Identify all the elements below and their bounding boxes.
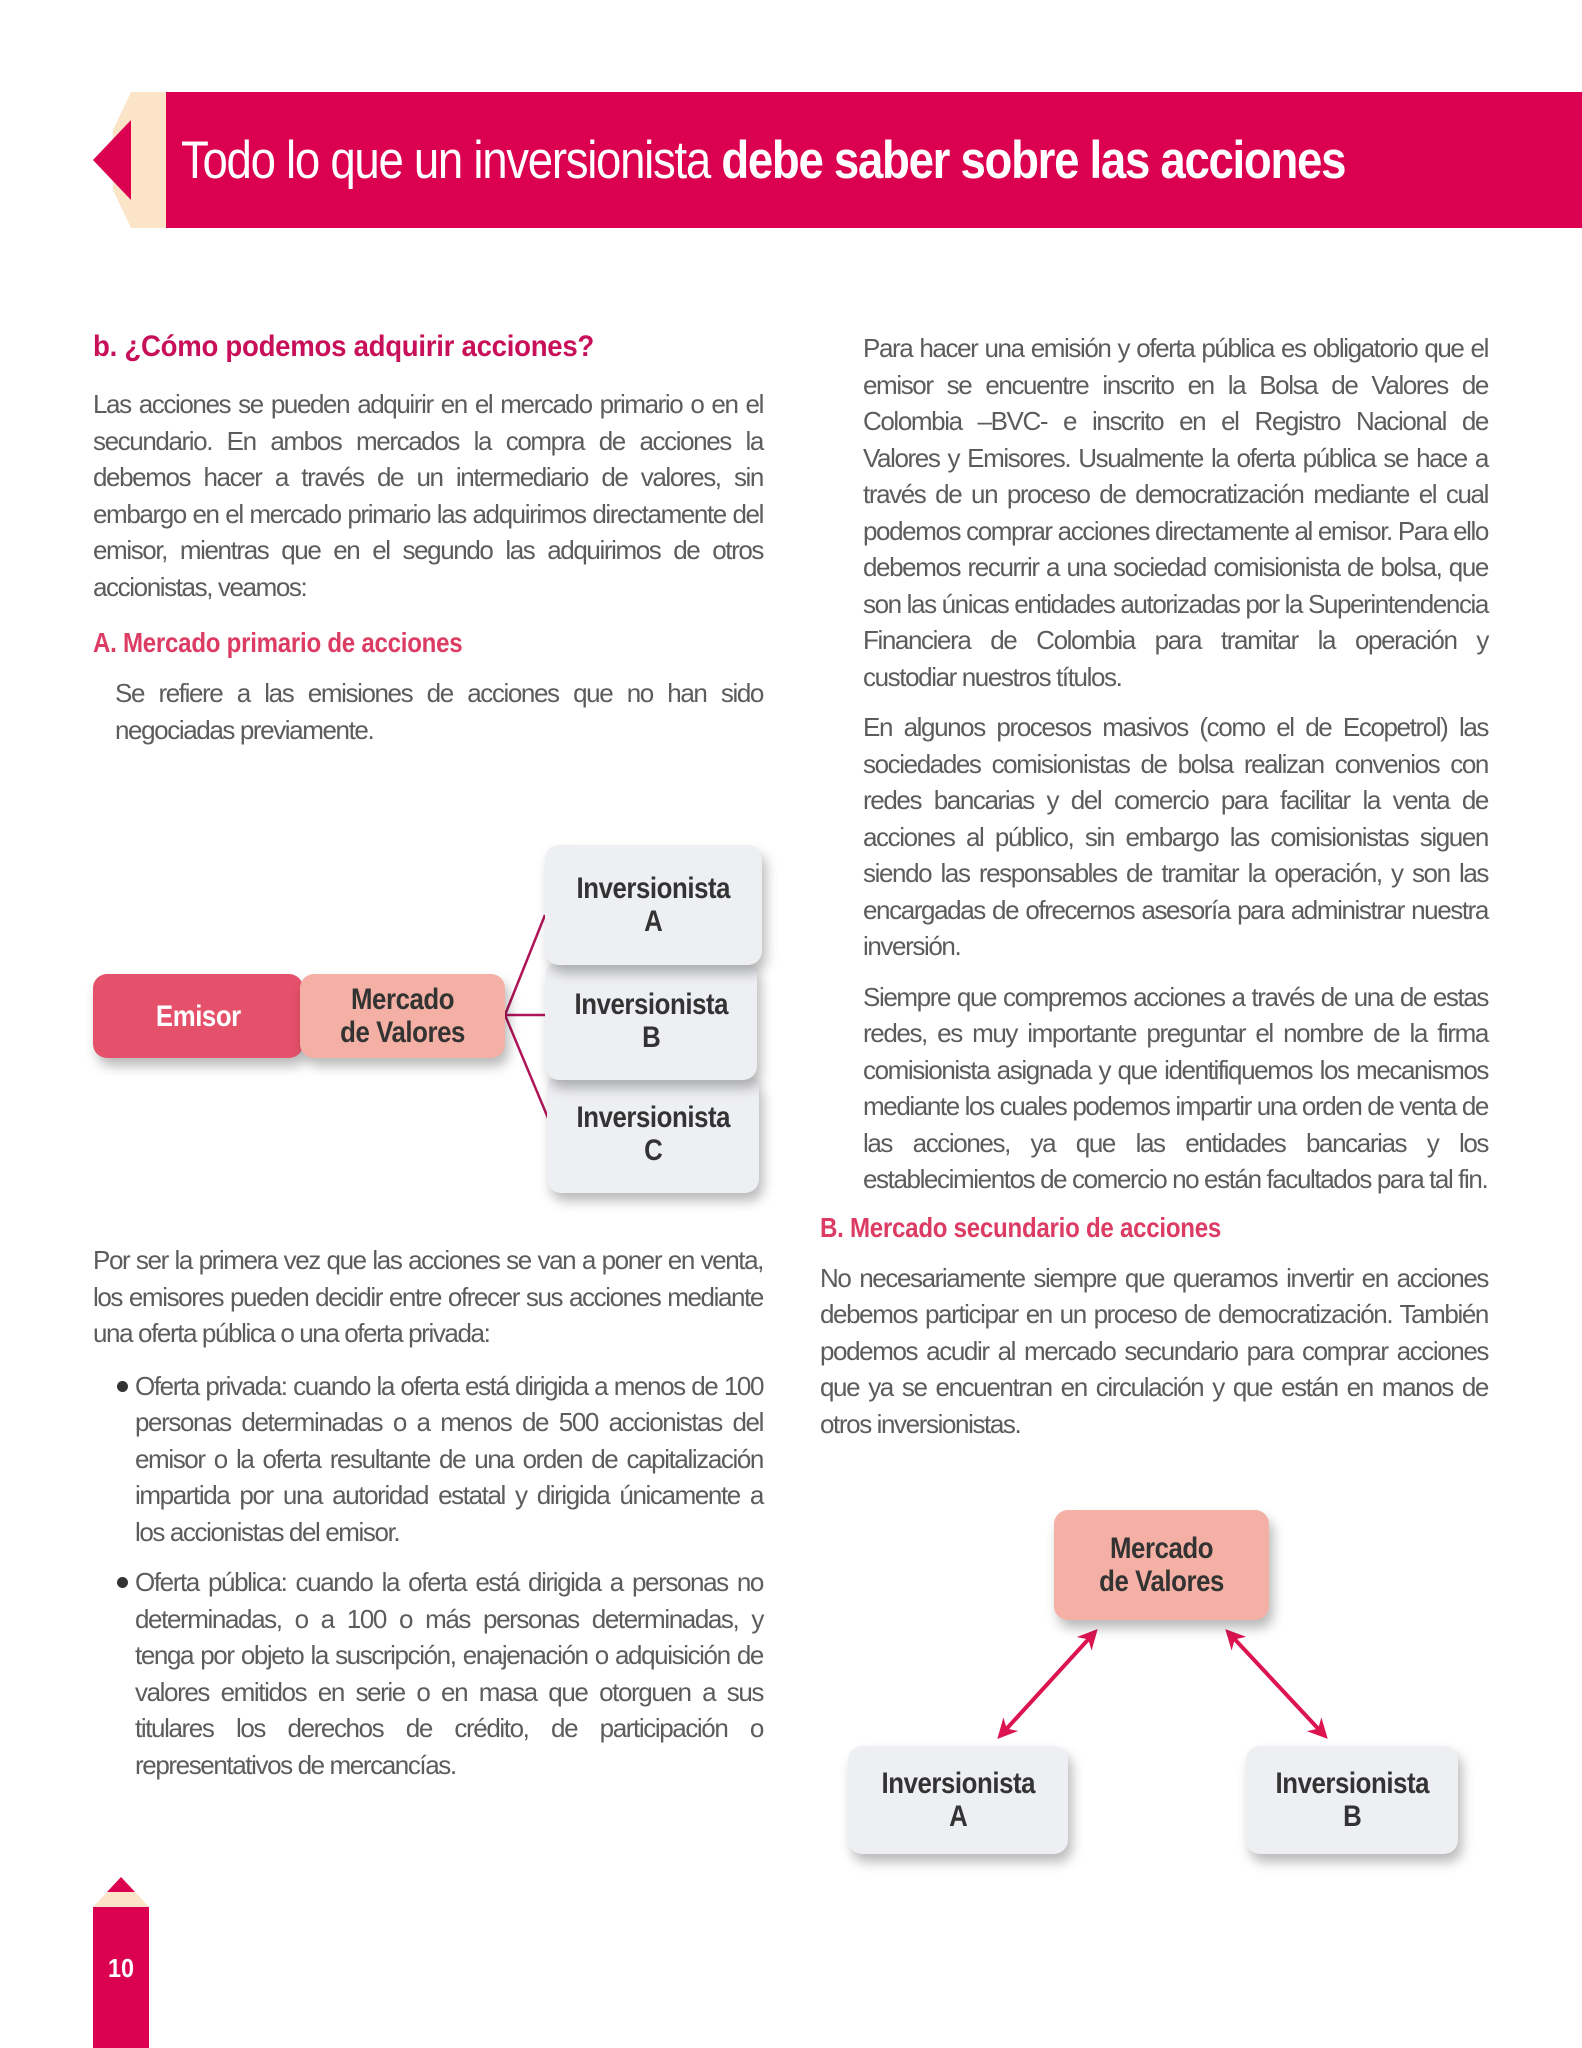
mercado-box-secondary bbox=[1054, 1510, 1269, 1620]
emisor-label: Emisor bbox=[155, 999, 241, 1033]
bullet-text-private: Oferta privada: cuando la oferta está dirigida a menos de 100 personas determinadas o a menos de 500 accionistas del emisor o la oferta resultante de una orden de capitalización impartida por una autoridad estatal y dirigida únicamente a los accionistas del emisor. bbox=[135, 1370, 763, 1547]
header-bar bbox=[166, 92, 1582, 228]
bullet-icon bbox=[117, 1577, 128, 1588]
pencil-tip-icon bbox=[93, 92, 173, 228]
title-bold: debe saber sobre las acciones bbox=[721, 130, 1346, 190]
paragraph-networks: Siempre que compremos acciones a través de una de estas redes, es muy importante preguntar el nombre de la firma comisionista asignada y que identifiquemos los mecanismos mediante los cuales podemos impartir una orden de venta de las acciones, ya que las entidades bancarias y los establecimientos de comercio no están facultados para tal fin. bbox=[863, 981, 1488, 1194]
bullet-text-public: Oferta pública: cuando la oferta está dirigida a personas no determinadas, o a 100 o más personas determinadas, y tenga por objeto la suscripción, enajenación o adquisición de valores emitidos en serie o en masa que otorguen a sus titulares los derechos de crédito, de participación o representativos de mercancías. bbox=[135, 1567, 763, 1780]
investor-a-line1: Inversionista bbox=[576, 872, 731, 905]
secondary-investor-b-label bbox=[1275, 1767, 1429, 1833]
arrow-mercado-investor-a bbox=[1000, 1632, 1095, 1736]
paragraph-public-offer: Para hacer una emisión y oferta pública es obligatorio que el emisor se encuentre inscrito en la Bolsa de Valores de Colombia –BVC- e inscrito en el Registro Nacional de Valores y Emisores. Usualmente la oferta pública se hace a través de un proceso de democratización mediante el cual podemos comprar acciones directamente al emisor. Para ello debemos recurrir a una sociedad comisionista de bolsa, que son las únicas entidades autorizadas por la Superintendencia Financiera de Colombia para tramitar la operación y custodiar nuestros títulos. bbox=[863, 333, 1488, 692]
mercado-secondary-label bbox=[1099, 1532, 1224, 1598]
paragraph-mass-processes: En algunos procesos masivos (como el de Ecopetrol) las sociedades comisionistas de bolsa realizan convenios con redes bancarias y del comercio para facilitar la venta de acciones al público, sin embargo las comisionistas siguen siendo las responsables de tramitar la operación, y son las encargadas de ofrecernos asesoría para administrar nuestra inversión. bbox=[863, 712, 1488, 961]
mercado-line2: de Valores bbox=[340, 1016, 465, 1049]
title-light: Todo lo que un inversionista bbox=[181, 130, 710, 190]
investor-b-line2: B bbox=[641, 1021, 661, 1054]
investor-a-line2: A bbox=[644, 905, 663, 938]
secondary-investor-b-box bbox=[1246, 1746, 1458, 1854]
subsection-b-text: No necesariamente siempre que queramos invertir en acciones debemos participar en un proceso de democratización. También podemos acudir al mercado secundario para comprar acciones que ya se encuentran en circulación y que están en manos de otros inversionistas. bbox=[820, 1262, 1488, 1439]
secondary-investor-a-box bbox=[848, 1746, 1068, 1854]
subsection-a-text: Se refiere a las emisiones de acciones que no han sido negociadas previamente. bbox=[115, 678, 763, 745]
right-column bbox=[820, 330, 1488, 1456]
emisor-box bbox=[93, 974, 303, 1058]
secondary-investor-b-line1: Inversionista bbox=[1275, 1767, 1429, 1800]
secondary-investor-a-line2: A bbox=[948, 1800, 968, 1833]
investor-b-box bbox=[545, 962, 757, 1080]
mercado-box-primary bbox=[300, 974, 505, 1058]
investor-a-label bbox=[577, 872, 731, 938]
investor-c-line2: C bbox=[643, 1134, 663, 1167]
mercado-label bbox=[340, 983, 465, 1049]
investor-b-line1: Inversionista bbox=[574, 988, 728, 1021]
pencil-tip-icon bbox=[93, 1875, 149, 1909]
secondary-investor-a-label bbox=[881, 1767, 1035, 1833]
page-number: 10 bbox=[107, 1953, 135, 1983]
mercado-secondary-line1: Mercado bbox=[1109, 1532, 1214, 1565]
investor-a-box bbox=[545, 845, 762, 965]
investor-c-box bbox=[547, 1075, 759, 1193]
bullet-icon bbox=[117, 1381, 128, 1392]
intro-paragraph: Las acciones se pueden adquirir en el mercado primario o en el secundario. En ambos mercados la compra de acciones la debemos hacer a través de un intermediario de valores, sin embargo en el mercado primario las adquirimos directamente del emisor, mientras que en el segundo las adquirimos de otros accionistas, veamos: bbox=[93, 389, 763, 602]
page-title bbox=[181, 130, 1345, 191]
list-item bbox=[115, 1564, 763, 1783]
subsection-a-heading: A. Mercado primario de acciones bbox=[93, 627, 463, 658]
investor-b-label bbox=[574, 988, 728, 1054]
header-banner bbox=[93, 92, 1582, 228]
right-indented-block bbox=[820, 330, 1488, 1198]
page-number-pencil bbox=[93, 1875, 149, 2048]
investor-c-line1: Inversionista bbox=[576, 1101, 730, 1134]
list-item bbox=[115, 1368, 763, 1551]
arrow-mercado-investor-b bbox=[1228, 1632, 1325, 1736]
secondary-investor-a-line1: Inversionista bbox=[881, 1767, 1035, 1800]
investor-c-label bbox=[576, 1101, 730, 1167]
mercado-line1: Mercado bbox=[350, 983, 455, 1016]
section-heading: b. ¿Cómo podemos adquirir acciones? bbox=[93, 330, 595, 363]
mercado-secondary-line2: de Valores bbox=[1099, 1565, 1224, 1598]
subsection-b-heading: B. Mercado secundario de acciones bbox=[820, 1211, 1221, 1243]
secondary-investor-b-line2: B bbox=[1342, 1800, 1362, 1833]
offer-intro-paragraph: Por ser la primera vez que las acciones se van a poner en venta, los emisores pueden decidir entre ofrecer sus acciones mediante una oferta pública o una oferta privada: bbox=[93, 1245, 763, 1348]
offer-list bbox=[93, 1368, 763, 1784]
